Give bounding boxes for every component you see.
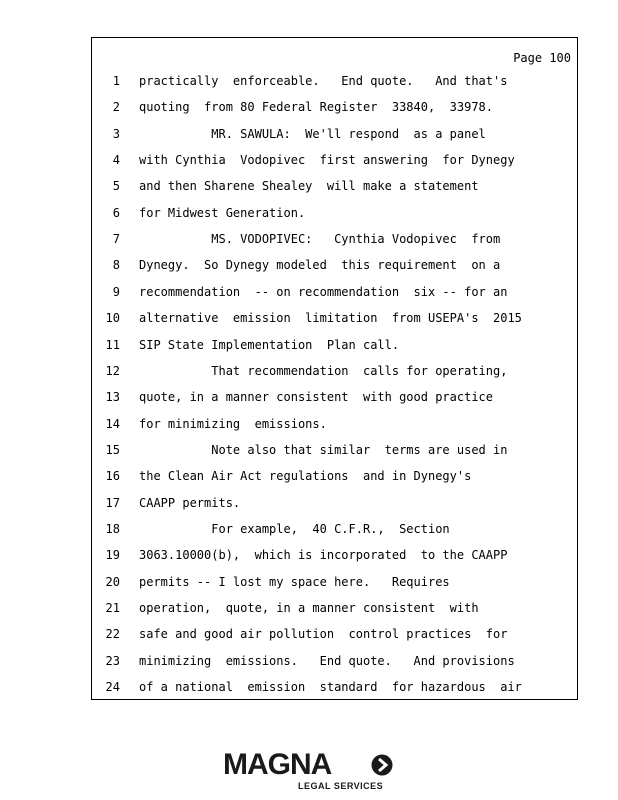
transcript-line [92,442,579,458]
line-number: 19 [105,548,120,563]
line-number: 24 [105,680,120,695]
transcript-line [92,389,579,405]
line-number: 13 [105,390,120,405]
transcript-line [92,547,579,563]
logo-wordmark: MAGNA [223,748,332,781]
transcript-line [92,626,579,642]
transcript-page [91,37,578,700]
line-number: 3 [112,126,120,141]
line-number: 5 [112,179,120,194]
line-text: minimizing emissions. End quote. And provisions [139,653,515,668]
transcript-line [92,257,579,273]
line-number: 9 [112,284,120,299]
line-text: of a national emission standard for hazardous air [139,680,522,695]
transcript-line [92,679,579,695]
transcript-line [92,152,579,168]
line-text: For example, 40 C.F.R., Section [139,521,450,536]
line-number: 16 [105,469,120,484]
logo-subtitle: LEGAL SERVICES [298,781,384,791]
transcript-line [92,337,579,353]
line-number: 11 [105,337,120,352]
line-text: operation, quote, in a manner consistent with [139,601,479,615]
page-number: Page 100 [513,51,571,65]
transcript-line [92,284,579,300]
transcript-line [92,363,579,379]
line-number: 20 [105,574,120,589]
line-text: safe and good air pollution control practices for [139,627,508,642]
transcript-line [92,231,579,247]
transcript-line [92,521,579,537]
transcript-line [92,574,579,590]
transcript-line [92,205,579,221]
transcript-line [92,126,579,142]
line-number: 8 [112,258,120,273]
magna-logo [223,748,398,796]
line-text: 3063.10000(b), which is incorporated to the CAAPP [139,548,508,563]
line-number: 14 [105,416,120,431]
line-number: 10 [105,311,120,326]
line-number: 15 [105,442,120,457]
line-text: SIP State Implementation Plan call. [139,337,400,352]
transcript-line [92,310,579,326]
transcript-line [92,73,579,89]
line-text: and then Sharene Shealey will make a statement [139,179,479,194]
line-text: practically enforceable. End quote. And that's [139,74,508,88]
line-number: 23 [105,653,120,668]
line-text: permits -- I lost my space here. Requires [139,574,450,589]
line-text: MS. VODOPIVEC: Cynthia Vodopivec from [139,232,501,247]
line-number: 21 [105,601,120,615]
line-text: That recommendation calls for operating, [139,363,508,378]
transcript-line [92,99,579,115]
line-text: MR. SAWULA: We'll respond as a panel [139,126,486,141]
line-number: 12 [105,363,120,378]
line-text: quote, in a manner consistent with good practice [139,390,494,405]
line-number: 6 [112,205,120,220]
line-number: 4 [112,153,120,168]
line-number: 22 [105,627,120,642]
line-number: 7 [112,232,120,247]
line-text: for minimizing emissions. [139,416,327,431]
chevron-right-circle-icon [371,754,393,776]
transcript-line [92,178,579,194]
line-text: alternative emission limitation from USEPA's 2015 [139,311,522,326]
transcript-line [92,495,579,511]
transcript-line [92,416,579,432]
line-text: Dynegy. So Dynegy modeled this requirement on a [139,258,501,273]
line-text: recommendation -- on recommendation six -- for an [139,284,508,299]
line-text: Note also that similar terms are used in [139,442,508,457]
line-text: with Cynthia Vodopivec first answering for Dynegy [139,153,515,168]
line-number: 18 [105,521,120,536]
line-text: quoting from 80 Federal Register 33840, 33978. [139,100,494,115]
line-number: 2 [112,100,120,115]
transcript-line [92,653,579,669]
line-text: the Clean Air Act regulations and in Dynegy's [139,469,472,484]
line-number: 1 [112,74,120,88]
transcript-line [92,468,579,484]
line-text: CAAPP permits. [139,495,241,510]
transcript-line [92,600,579,616]
line-text: for Midwest Generation. [139,205,306,220]
line-number: 17 [105,495,120,510]
